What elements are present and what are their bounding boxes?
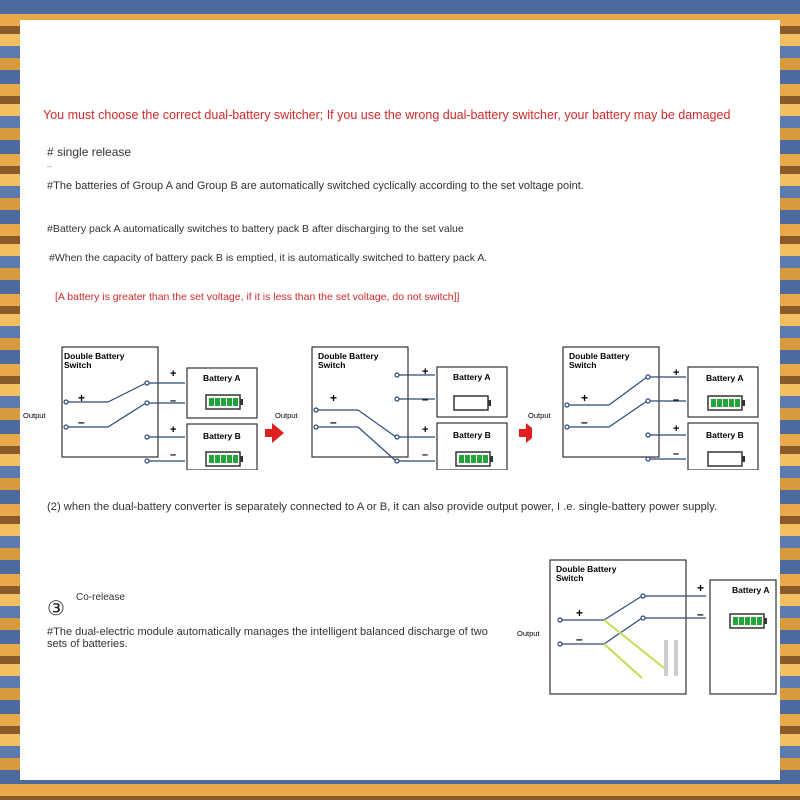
section1-dash: – — [47, 161, 53, 171]
plus-sign: + — [422, 366, 429, 378]
switch-label-1: Double Battery — [556, 564, 617, 574]
plus-sign: + — [170, 368, 177, 380]
minus-sign: – — [78, 415, 85, 429]
section3-heading: Co-release — [76, 592, 125, 603]
plus-sign: + — [581, 391, 589, 405]
switch-label-1: Double Battery — [318, 351, 379, 361]
plus-sign: + — [330, 391, 338, 405]
minus-sign: – — [673, 448, 680, 460]
battery-a-label: Battery A — [732, 585, 770, 595]
output-label: Output — [23, 411, 46, 420]
switch-diagram-1 — [20, 345, 290, 470]
switch-label-2: Switch — [569, 360, 597, 370]
output-label: Output — [517, 629, 540, 638]
output-label: Output — [528, 411, 551, 420]
switch-diagram-3 — [525, 345, 775, 470]
plus-sign: + — [697, 581, 705, 595]
section1-line2: #Battery pack A automatically switches to battery pack B after discharging to the set value — [47, 223, 464, 235]
plus-sign: + — [170, 424, 177, 436]
switch-diagram-4 — [514, 558, 778, 698]
battery-b-label: Battery B — [453, 430, 491, 440]
section2-text: (2) when the dual-battery converter is separately connected to A or B, it can also provide output power, I .e. single-battery power supply. — [47, 501, 718, 513]
section1-line1: #The batteries of Group A and Group B are automatically switched cyclically according to the set voltage point. — [47, 180, 584, 192]
section1-heading: # single release — [47, 145, 132, 159]
switch-label-2: Switch — [64, 360, 92, 370]
switch-label-2: Switch — [318, 360, 346, 370]
minus-sign: – — [581, 415, 588, 429]
minus-sign: – — [697, 607, 704, 621]
battery-a-label: Battery A — [203, 373, 241, 383]
warning-text: You must choose the correct dual-battery switcher; If you use the wrong dual-battery switcher, your battery may be damaged — [43, 108, 731, 122]
switch-diagram-2 — [272, 345, 532, 470]
minus-sign: – — [576, 632, 583, 646]
section1-line3: #When the capacity of battery pack B is emptied, it is automatically switched to battery pack A. — [49, 252, 488, 264]
section1-note: [A battery is greater than the set voltage, if it is less than the set voltage, do not switch]] — [55, 291, 460, 303]
minus-sign: – — [673, 394, 680, 406]
plus-sign: + — [673, 423, 680, 435]
battery-b-label: Battery B — [203, 431, 241, 441]
minus-sign: – — [170, 395, 177, 407]
minus-sign: – — [330, 415, 337, 429]
plus-sign: + — [673, 367, 680, 379]
battery-a-label: Battery A — [453, 372, 491, 382]
plus-sign: + — [422, 424, 429, 436]
plus-sign: + — [78, 391, 86, 405]
battery-a-label: Battery A — [706, 373, 744, 383]
minus-sign: – — [422, 449, 429, 461]
section3-line1: #The dual-electric module automatically manages the intelligent balanced discharge of two — [47, 626, 488, 638]
section3-line2: sets of batteries. — [47, 638, 128, 650]
output-label: Output — [275, 411, 298, 420]
minus-sign: – — [170, 449, 177, 461]
content-page — [20, 20, 780, 780]
minus-sign: – — [422, 394, 429, 406]
switch-label-1: Double Battery — [64, 351, 125, 361]
switch-label-2: Switch — [556, 573, 584, 583]
battery-a-box — [710, 580, 776, 694]
battery-b-label: Battery B — [706, 430, 744, 440]
circled-three-icon: ③ — [47, 598, 65, 620]
plus-sign: + — [576, 606, 584, 620]
switch-label-1: Double Battery — [569, 351, 630, 361]
